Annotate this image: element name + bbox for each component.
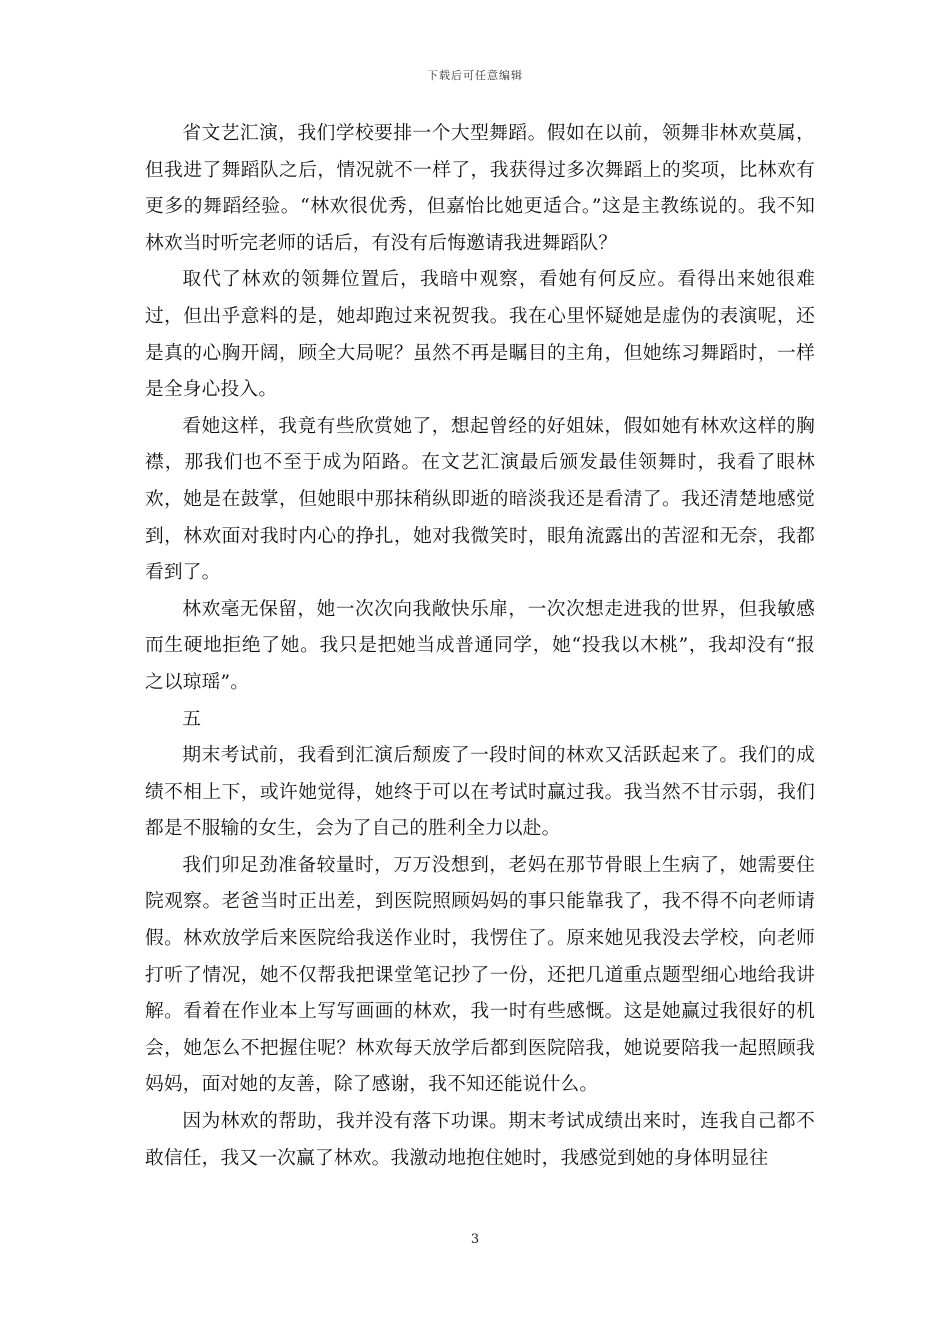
paragraph: 省文艺汇演，我们学校要排一个大型舞蹈。假如在以前，领舞非林欢莫属，但我进了舞蹈队之后，情况就不一样了，我获得过多次舞蹈上的奖项，比林欢有更多的舞蹈经验。“林欢很优秀，但嘉怡比她更适合。”这是主教练说的。我不知林欢当时听完老师的话后，有没有后悔邀请我进舞蹈队？ bbox=[145, 123, 815, 254]
paragraph: 取代了林欢的领舞位置后，我暗中观察，看她有何反应。看得出来她很难过，但出乎意料的是，她却跑过来祝贺我。我在心里怀疑她是虚伪的表演呢，还是真的心胸开阔，顾全大局呢？虽然不再是瞩目的主角，但她练习舞蹈时，一样是全身心投入。 bbox=[145, 269, 815, 401]
paragraph: 我们卯足劲准备较量时，万万没想到，老妈在那节骨眼上生病了，她需要住院观察。老爸当时正出差，到医院照顾妈妈的事只能靠我了，我不得不向老师请假。林欢放学后来医院给我送作业时，我愣住了。原来她见我没去学校，向老师打听了情况，她不仅帮我把课堂笔记抄了一份，还把几道重点题型细心地给我讲解。看着在作业本上写写画画的林欢，我一时有些感慨。这是她赢过我很好的机会，她怎么不把握住呢？林欢每天放学后都到医院陪我，她说要陪我一起照顾我妈妈，面对她的友善，除了感谢，我不知还能说什么。 bbox=[145, 854, 815, 1096]
paragraph: 因为林欢的帮助，我并没有落下功课。期末考试成绩出来时，连我自己都不敢信任，我又一次赢了林欢。我激动地抱住她时，我感觉到她的身体明显往 bbox=[145, 1111, 815, 1169]
document-body bbox=[145, 116, 815, 1177]
paragraph: 期末考试前，我看到汇演后颓废了一段时间的林欢又活跃起来了。我们的成绩不相上下，或许她觉得，她终于可以在考试时赢过我。我当然不甘示弱，我们都是不服输的女生，会为了自己的胜利全力以赴。 bbox=[145, 745, 815, 840]
paragraph: 林欢毫无保留，她一次次向我敞快乐扉，一次次想走进我的世界，但我敏感而生硬地拒绝了她。我只是把她当成普通同学，她“投我以木桃”，我却没有“报之以琼瑶”。 bbox=[145, 598, 815, 693]
page-header: 下载后可任意编辑 bbox=[427, 69, 523, 82]
page-number: 3 bbox=[470, 1232, 480, 1247]
paragraph: 看她这样，我竟有些欣赏她了，想起曾经的好姐妹，假如她有林欢这样的胸襟，那我们也不至于成为陌路。在文艺汇演最后颁发最佳领舞时，我看了眼林欢，她是在鼓掌，但她眼中那抹稍纵即逝的暗淡我还是看清了。我还清楚地感觉到，林欢面对我时内心的挣扎，她对我微笑时，眼角流露出的苦涩和无奈，我都看到了。 bbox=[145, 415, 815, 584]
section-heading: 五 bbox=[182, 708, 202, 730]
